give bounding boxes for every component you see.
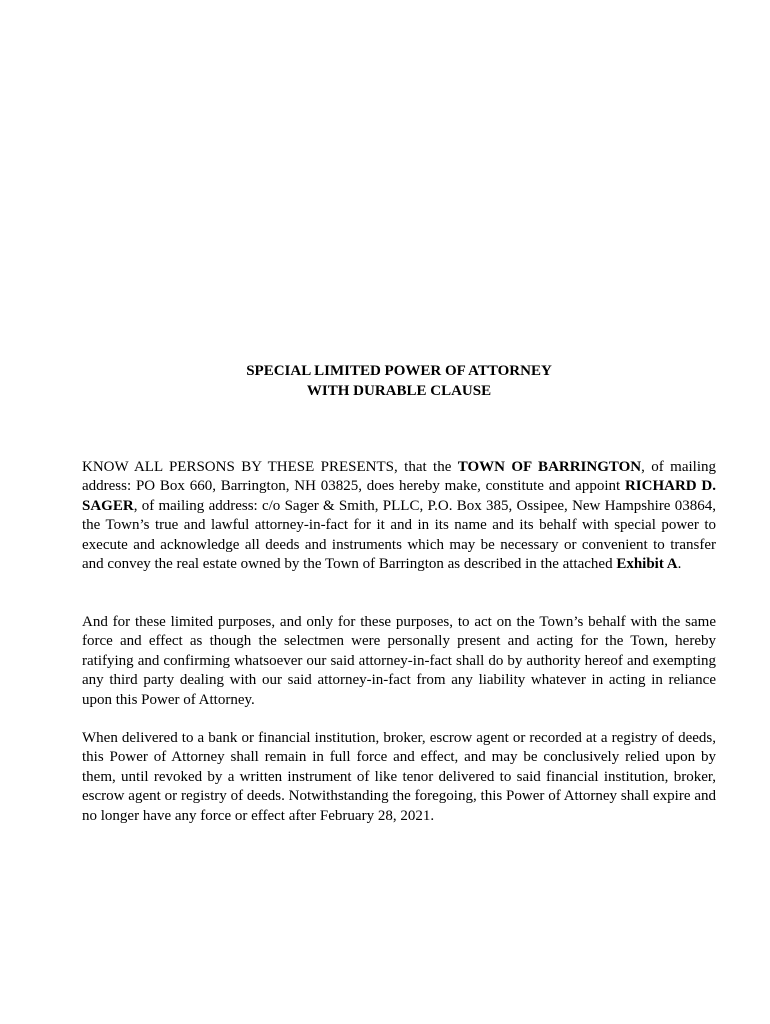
paragraph-1-end: . bbox=[677, 556, 682, 573]
paragraph-appointment bbox=[82, 458, 716, 574]
attorney-name: RICHARD D. SAGER bbox=[82, 478, 717, 514]
paragraph-1-intro: KNOW ALL PERSONS BY THESE PRESENTS, that the bbox=[82, 459, 458, 475]
paragraph-1-mid-1: , of mailing address: PO Box 660, Barrington, NH 03825, does hereby make, constitute and appoint bbox=[82, 459, 716, 495]
title-line-1: SPECIAL LIMITED POWER OF ATTORNEY bbox=[246, 363, 552, 379]
title-line-2: WITH DURABLE CLAUSE bbox=[306, 382, 492, 399]
exhibit-reference: Exhibit A bbox=[616, 556, 678, 573]
principal-name: TOWN OF BARRINGTON bbox=[457, 459, 642, 475]
document-title bbox=[0, 362, 770, 401]
paragraph-1-mid-2: , of mailing address: c/o Sager & Smith, PLLC, P.O. Box 385, Ossipee, New Hampshire 03864, the Town’s true and lawful attorney-in-fact for it and in its name and its behalf with special power to execute and acknowledge all deeds and instruments which may be necessary or convenient to transfer and convey the real estate owned by the Town of Barrington as described in the attached bbox=[82, 497, 716, 573]
paragraph-limited-purposes: And for these limited purposes, and only for these purposes, to act on the Town’s behalf with the same force and effect as though the selectmen were personally present and acting for the Town, hereby ratifying and confirming whatsoever our said attorney-in-fact shall do by authority hereof and exempting any third party dealing with our said attorney-in-fact from any liability whatever in acting in reliance upon this Power of Attorney. bbox=[82, 614, 716, 708]
paragraph-durability-expiry: When delivered to a bank or financial institution, broker, escrow agent or recorded at a registry of deeds, this Power of Attorney shall remain in full force and effect, and may be conclusively relied upon by them, until revoked by a written instrument of like tenor delivered to said financial institution, broker, escrow agent or registry of deeds. Notwithstanding the foregoing, this Power of Attorney shall expire and no longer have any force or effect after February 28, 2021. bbox=[82, 730, 716, 824]
